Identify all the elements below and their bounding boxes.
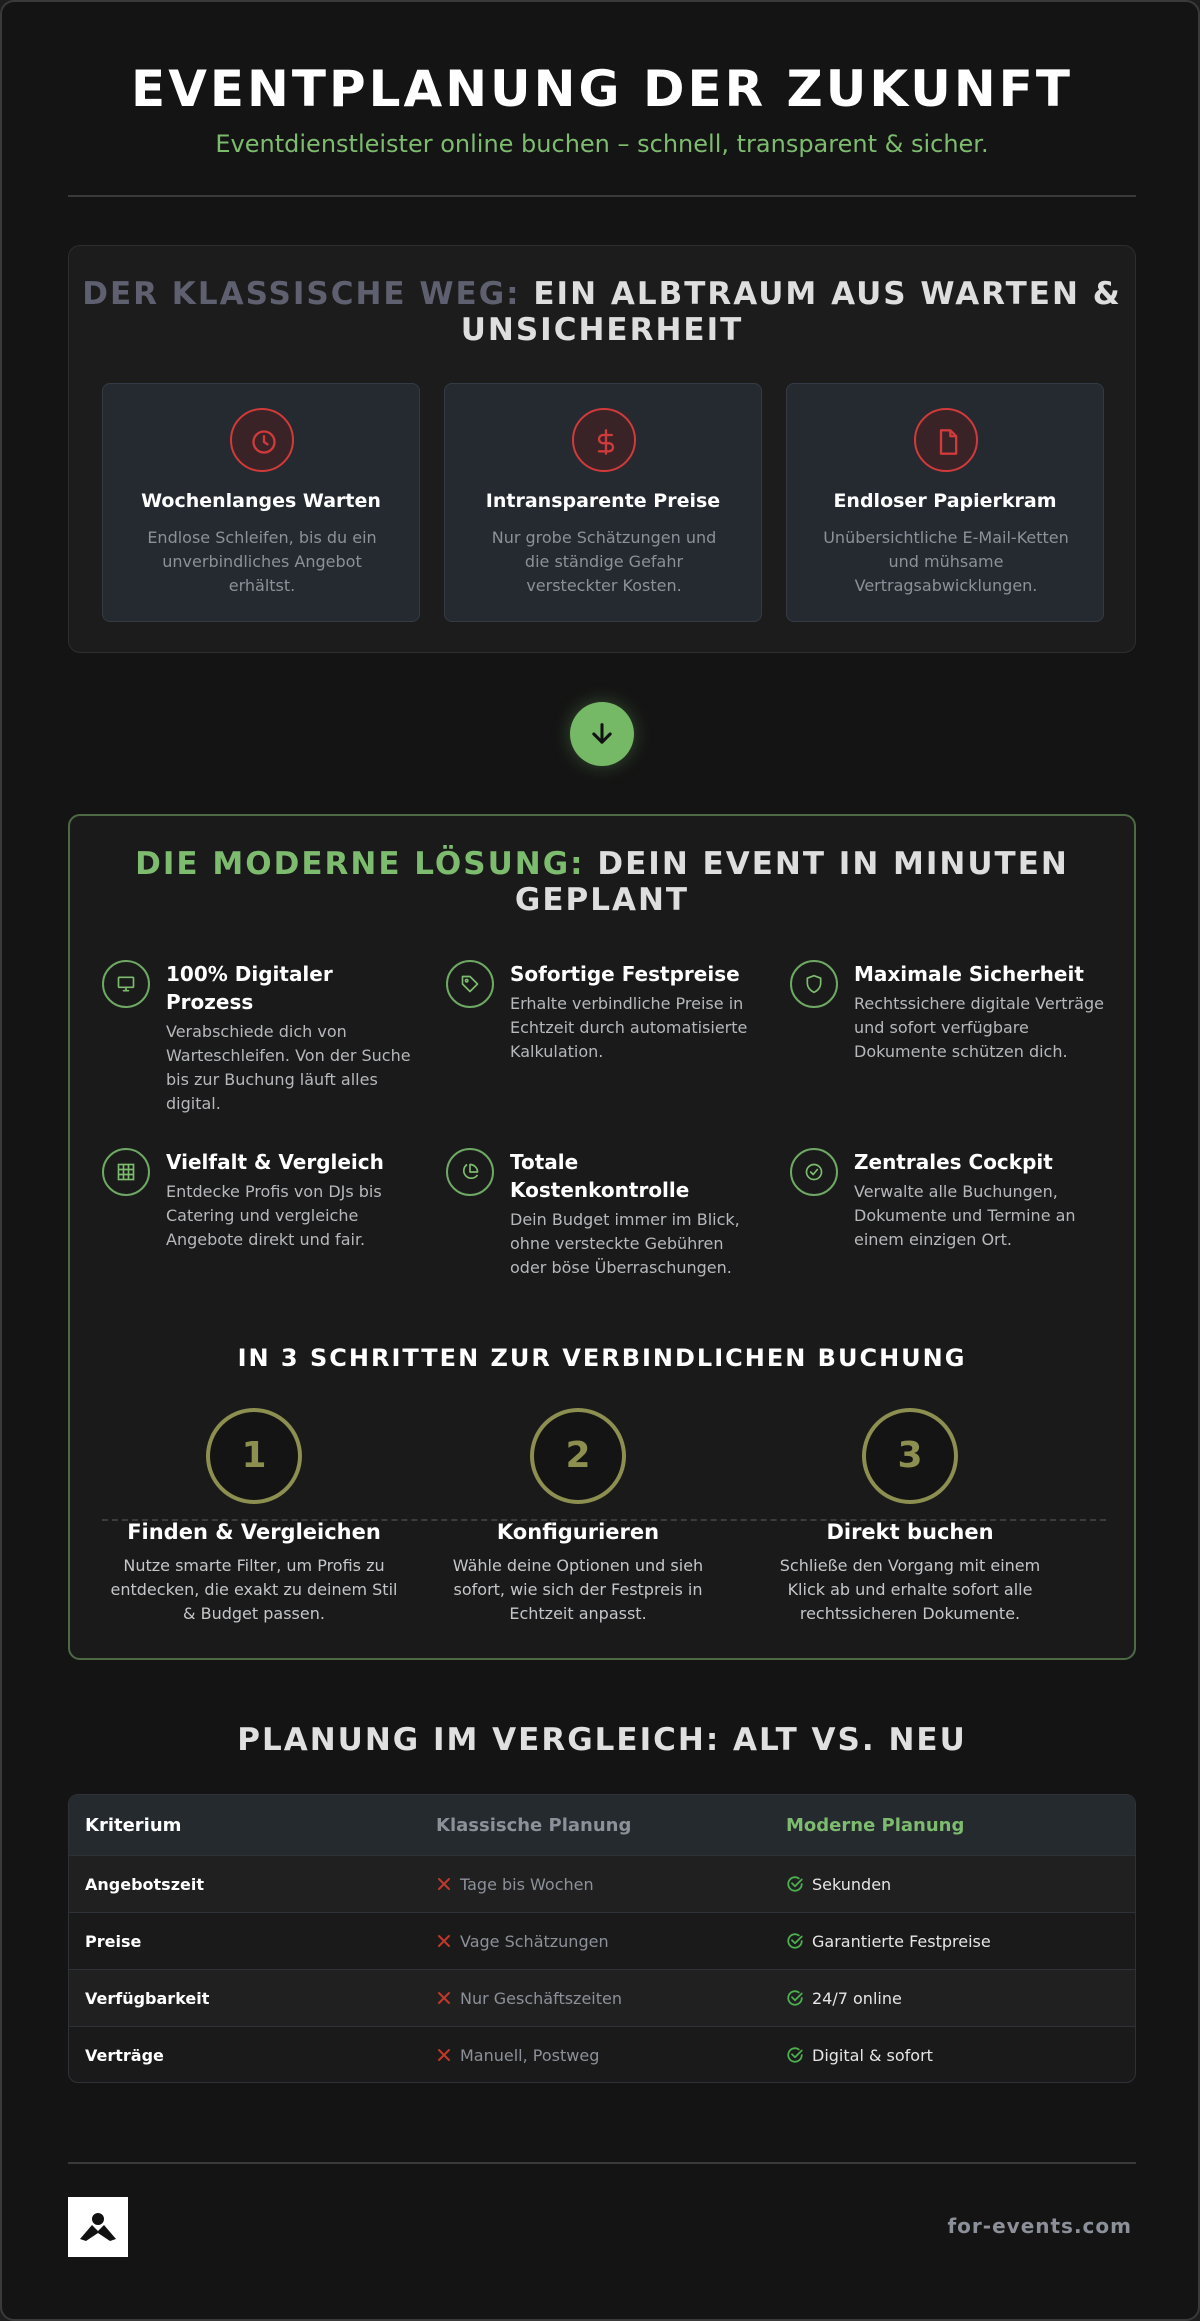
header-criterion: Kriterium [85,1814,182,1836]
tag-icon [446,960,494,1008]
new-value-text: 24/7 online [812,1988,902,2008]
page-subtitle: Eventdienstleister online buchen – schnell, transparent & sicher. [215,130,989,158]
row-new-value [786,1970,1126,2026]
card-text: Nur grobe Schätzungen und die ständige Gefahr versteckter Kosten. [491,528,717,595]
row-new-value [786,1856,1126,1912]
arrow-down-icon [588,720,616,748]
problem-card-paperwork [786,383,1104,622]
step-number: 3 [862,1408,958,1504]
row-old-value [436,1970,766,2026]
new-value-text: Garantierte Festpreise [812,1931,991,1951]
clock-icon [230,408,294,472]
x-icon [436,1876,452,1892]
step-text: Nutze smarte Filter, um Profis zu entdecken, die exakt zu deinem Stil & Budget passen. [110,1556,398,1623]
step-number: 1 [206,1408,302,1504]
logo-mark [76,2207,120,2247]
row-new-value [786,1913,1126,1969]
old-value-text: Vage Schätzungen [460,1931,609,1951]
steps-title: IN 3 SCHRITTEN ZUR VERBINDLICHEN BUCHUNG [237,1344,967,1372]
row-criterion: Angebotszeit [85,1874,204,1894]
card-title: Intransparente Preise [485,490,721,512]
solution-title-lead: DIE MODERNE LÖSUNG: [135,846,585,882]
table-row [69,2026,1135,2083]
card-text: Endlose Schleifen, bis du ein unverbindliches Angebot erhältst. [147,528,377,595]
feature-title: Sofortige Festpreise [510,962,740,986]
document-icon [914,408,978,472]
row-new-value [786,2027,1126,2083]
row-criterion: Preise [85,1931,142,1951]
monitor-icon [102,960,150,1008]
problem-section [68,245,1136,653]
check-circle-icon [790,1148,838,1196]
problem-title [69,276,1135,348]
feature-text: Verabschiede dich von Warteschleifen. Von der Suche bis zur Buchung läuft alles digital. [166,1022,411,1113]
feature-title: Totale Kostenkontrolle [510,1150,690,1202]
feature-text: Erhalte verbindliche Preise in Echtzeit durch automatisierte Kalkulation. [510,994,748,1061]
check-icon [786,1875,804,1893]
check-icon [786,2046,804,2064]
x-icon [436,2047,452,2063]
check-icon [786,1989,804,2007]
row-criterion: Verfügbarkeit [85,1988,210,2008]
scroll-down-button[interactable] [570,702,634,766]
feature-title: Vielfalt & Vergleich [166,1150,384,1174]
card-title: Wochenlanges Warten [141,490,381,512]
step-title: Finden & Vergleichen [127,1520,381,1544]
grid-icon [102,1148,150,1196]
shield-icon [790,960,838,1008]
pie-chart-icon [446,1148,494,1196]
new-value-text: Sekunden [812,1874,892,1894]
feature-text: Rechtssichere digitale Verträge und sofort verfügbare Dokumente schützen dich. [854,994,1104,1061]
table-row [69,1912,1135,1969]
feature-title: Maximale Sicherheit [854,962,1084,986]
problem-title-lead: DER KLASSISCHE WEG: [82,276,521,312]
problem-title-rest: EIN ALBTRAUM AUS WARTEN & UNSICHERHEIT [460,276,1122,348]
site-link[interactable]: for-events.com [947,2214,1132,2238]
step-number: 2 [530,1408,626,1504]
row-old-value [436,1913,766,1969]
solution-title-rest: DEIN EVENT IN MINUTEN GEPLANT [514,846,1069,918]
step-title: Direkt buchen [826,1520,994,1544]
comparison-title: PLANUNG IM VERGLEICH: ALT VS. NEU [237,1722,967,1758]
table-row [69,1969,1135,2026]
footer-divider [68,2162,1136,2164]
table-header-row [69,1795,1135,1855]
header-classic: Klassische Planung [436,1814,632,1836]
row-criterion: Verträge [85,2045,164,2065]
feature-title: 100% Digitaler Prozess [166,962,333,1014]
brand-logo-icon[interactable] [68,2197,128,2257]
dollar-icon [572,408,636,472]
comparison-table [68,1794,1136,2083]
x-icon [436,1990,452,2006]
check-icon [786,1932,804,1950]
table-row [69,1855,1135,1912]
new-value-text: Digital & sofort [812,2045,933,2065]
divider [68,195,1136,197]
old-value-text: Tage bis Wochen [460,1874,594,1894]
solution-title [70,846,1134,918]
header-modern: Moderne Planung [786,1814,965,1836]
step-text: Schließe den Vorgang mit einem Klick ab und erhalte sofort alle rechtssicheren Dokumente. [779,1556,1041,1623]
x-icon [436,1933,452,1949]
old-value-text: Nur Geschäftszeiten [460,1988,622,2008]
card-title: Endloser Papierkram [833,490,1057,512]
problem-card-waiting [102,383,420,622]
feature-text: Verwalte alle Buchungen, Dokumente und Termine an einem einzigen Ort. [854,1182,1076,1249]
page-title: EVENTPLANUNG DER ZUKUNFT [131,60,1073,118]
feature-text: Dein Budget immer im Blick, ohne versteckte Gebühren oder böse Überraschungen. [510,1210,740,1277]
row-old-value [436,1856,766,1912]
row-old-value [436,2027,766,2083]
feature-text: Entdecke Profis von DJs bis Catering und vergleiche Angebote direkt und fair. [166,1182,382,1249]
card-text: Unübersichtliche E-Mail-Ketten und mühsame Vertragsabwicklungen. [823,528,1069,595]
old-value-text: Manuell, Postweg [460,2045,600,2065]
solution-section [68,814,1136,1660]
step-title: Konfigurieren [496,1520,660,1544]
problem-card-prices [444,383,762,622]
feature-title: Zentrales Cockpit [854,1150,1053,1174]
step-text: Wähle deine Optionen und sieh sofort, wie sich der Festpreis in Echtzeit anpasst. [452,1556,704,1623]
